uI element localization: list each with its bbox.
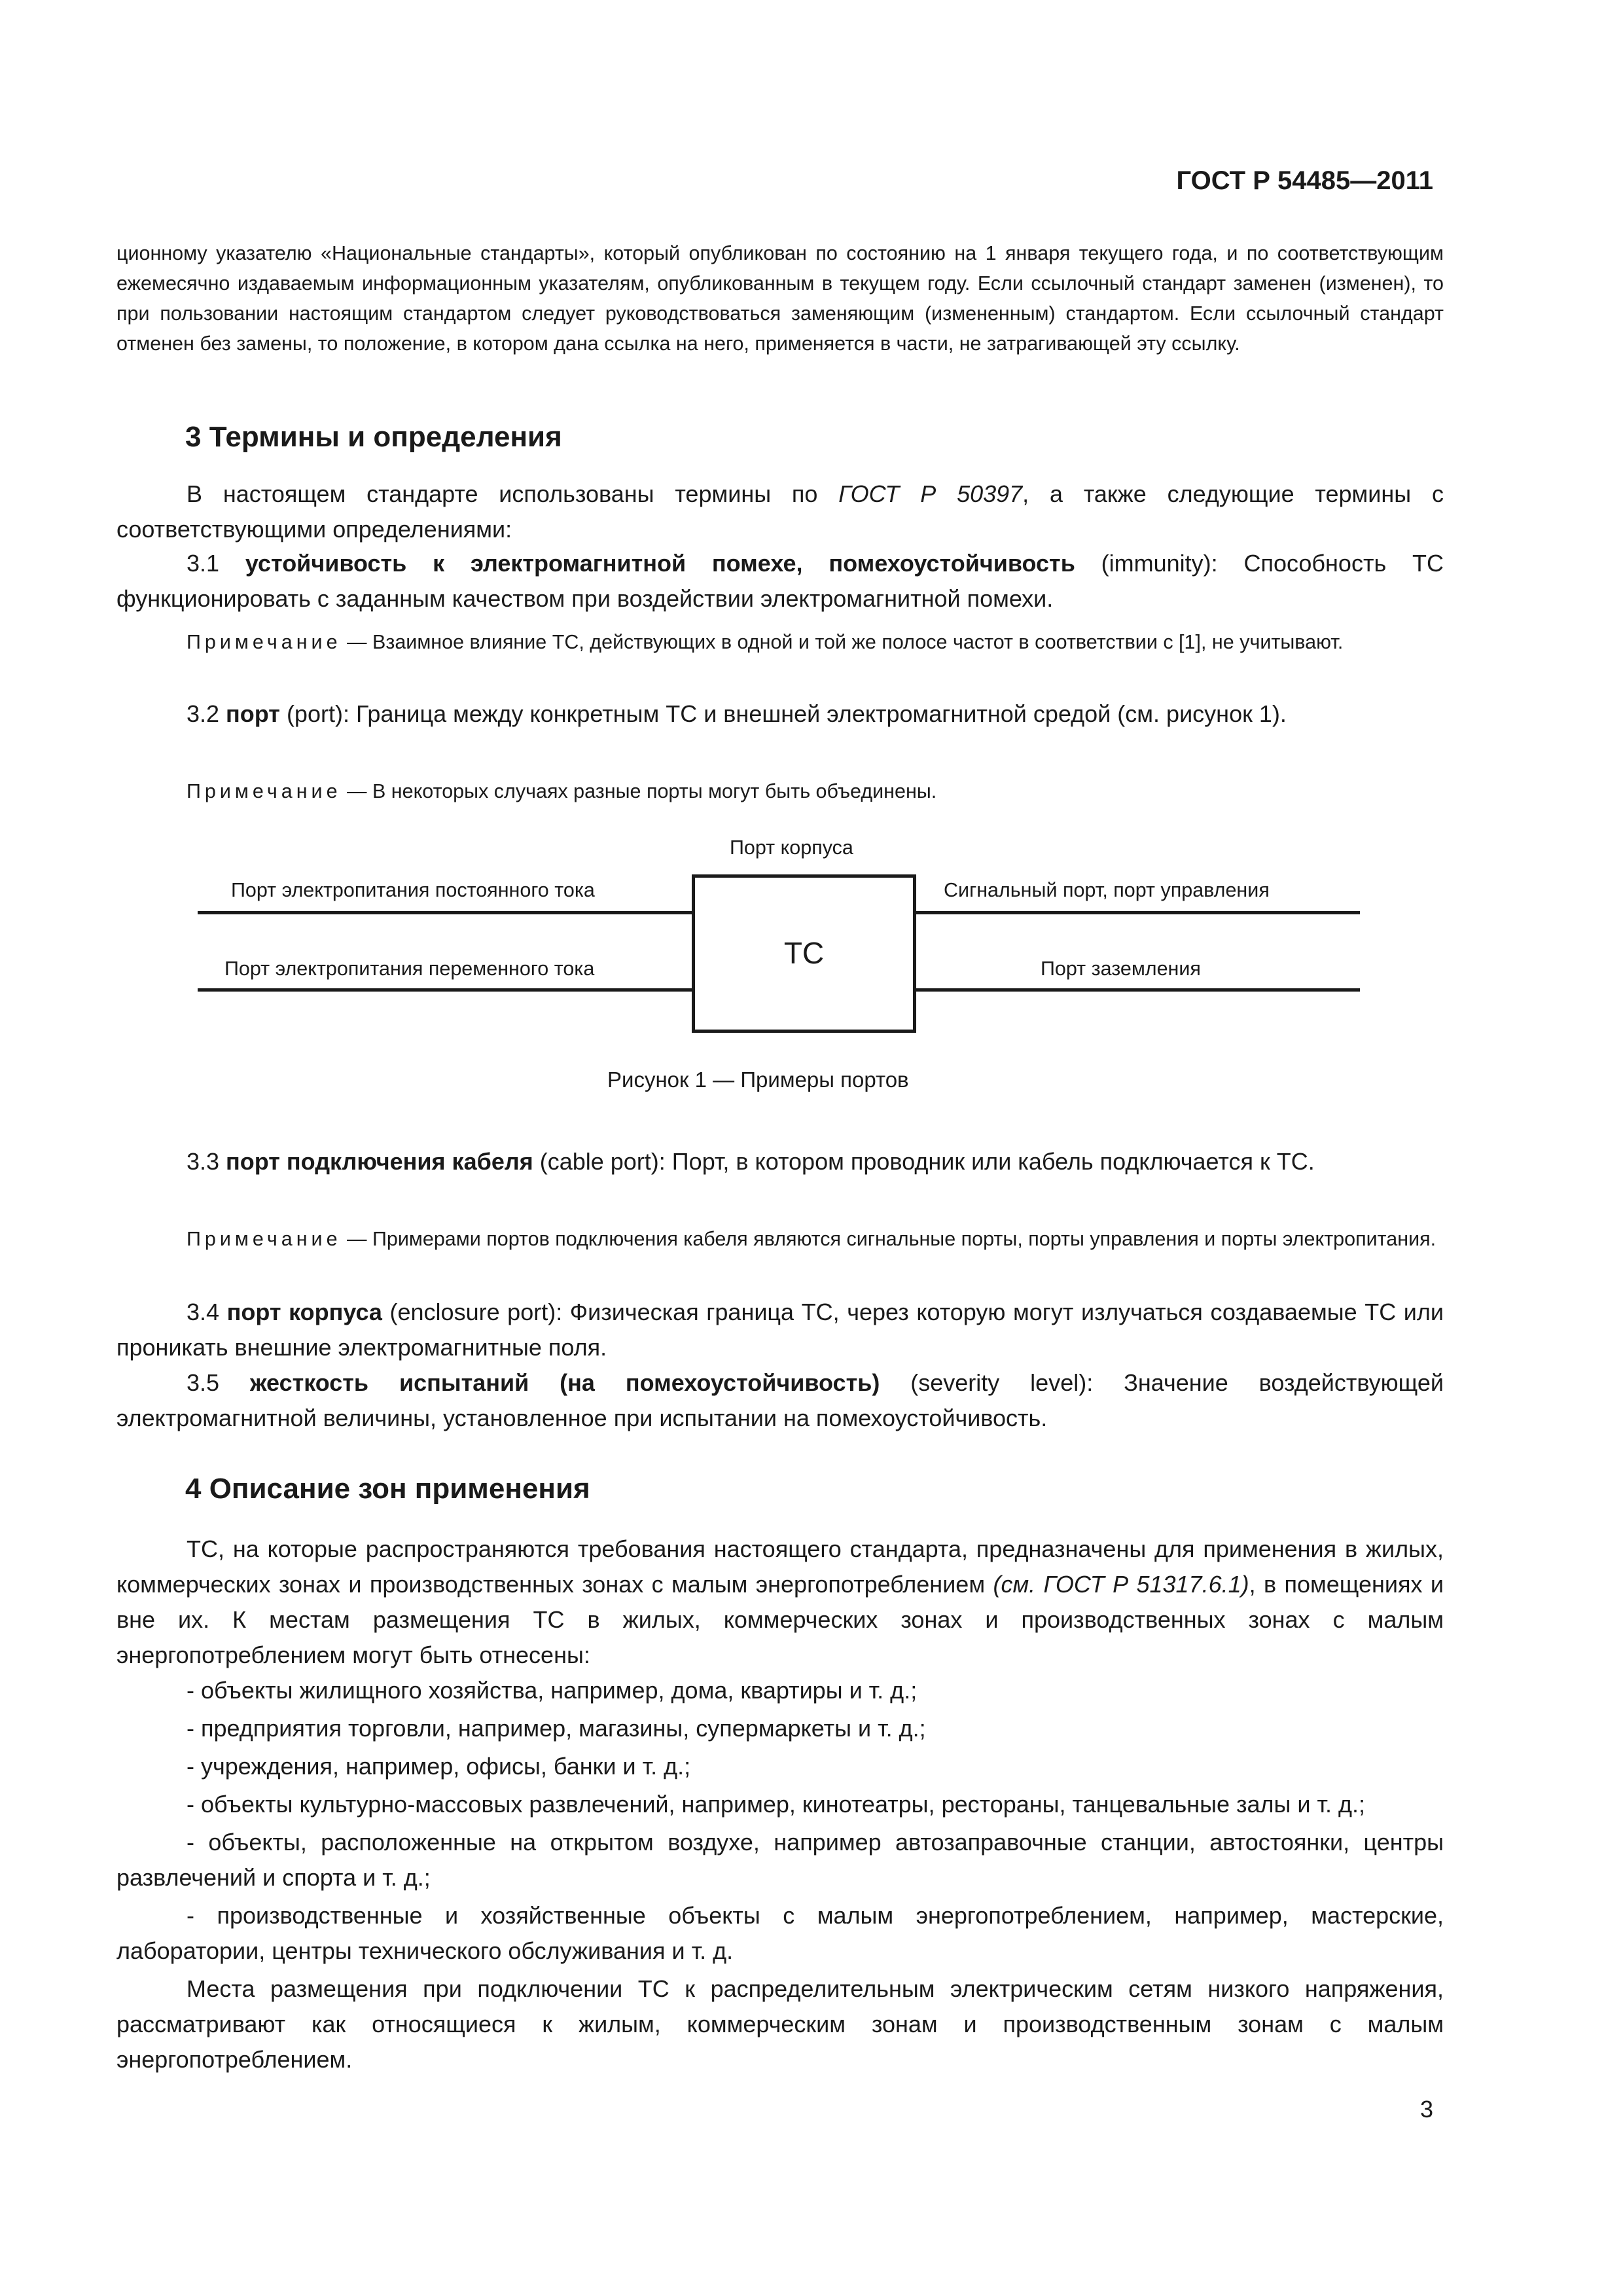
list-item: - предприятия торговли, например, магазины, супермаркеты и т. д.; [187,1715,926,1742]
section-3-intro: В настоящем стандарте использованы термины по ГОСТ Р 50397, а также следующие термины с соответствующими определениями: [116,480,1444,543]
term-3-5: 3.5 жесткость испытаний (на помехоустойчивость) (severity level): Значение воздействующей электромагнитной величины, установленное при испытании на помехоустойчивость. [116,1369,1444,1431]
label-signal-port: Сигнальный порт, порт управления [944,879,1270,901]
list-item: - объекты, расположенные на открытом воздухе, например автозаправочные станции, автостоянки, центры развлечений и спорта и т. д.; [116,1829,1444,1891]
section-4-heading: 4 Описание зон применения [185,1473,590,1505]
term-3-3-title: порт подключения кабеля [226,1148,533,1175]
section-4-paragraph-1: ТС, на которые распространяются требования настоящего стандарта, предназначены для применения в жилых, коммерческих зонах и производственных зонах с малым энергопотреблением (см. ГОСТ Р 51317.6.1), в помещениях и вне их. К местам размещения ТС в жилых, коммерческих зонах и производственных зонах с малым энергопотреблением могут быть отнесены: [116,1535,1444,1668]
list-item: - производственные и хозяйственные объекты с малым энергопотреблением, например, мастерские, лаборатории, центры технического обслуживания и т. д. [116,1902,1444,1964]
page-number: 3 [1419,2096,1433,2123]
reference-gost-50397: ГОСТ Р 50397 [838,480,1023,507]
term-3-4: 3.4 порт корпуса (enclosure port): Физическая граница ТС, через которую могут излучаться создаваемые ТС или проникать внешние электромагнитные поля. [116,1299,1444,1361]
application-list [116,1673,1444,2077]
label-dc-power-port: Порт электропитания постоянного тока [231,879,595,901]
label-ground-port: Порт заземления [1041,958,1201,980]
line-ac-power [198,988,692,992]
document-code: ГОСТ Р 54485—2011 [1176,166,1433,195]
term-3-2-title: порт [226,700,280,727]
note-label: Примечание [187,1228,342,1250]
note-3-1: Примечание — Взаимное влияние ТС, действующих в одной и той же полосе частот в соответствии с [1], не учитывают. [187,631,1344,653]
list-item: - учреждения, например, офисы, банки и т. д.; [187,1753,691,1780]
term-3-1: 3.1 устойчивость к электромагнитной помехе, помехоустойчивость (immunity): Способность ТС функционировать с заданным качеством при воздействии электромагнитной помехи. [116,550,1444,612]
term-3-2: 3.2 порт (port): Граница между конкретным ТС и внешней электромагнитной средой (см. рисунок 1). [187,700,1287,727]
note-label: Примечание [187,780,342,802]
term-3-3: 3.3 порт подключения кабеля (cable port): Порт, в котором проводник или кабель подключается к ТС. [187,1148,1315,1175]
note-3-3: Примечание — Примерами портов подключения кабеля являются сигнальные порты, порты управления и порты электропитания. [187,1228,1436,1250]
note-label: Примечание [187,631,342,653]
section-4-closing-paragraph: Места размещения при подключении ТС к распределительным электрическим сетям низкого напряжения, рассматривают как относящиеся к жилым, коммерческим зонам и производственным зонам с малым энергопотреблением. [116,1975,1444,2073]
term-3-4-title: порт корпуса [226,1299,382,1325]
list-item: - объекты жилищного хозяйства, например, дома, квартиры и т. д.; [187,1677,918,1704]
figure-caption: Рисунок 1 — Примеры портов [607,1067,909,1092]
equipment-box [692,874,916,1033]
term-3-1-title: устойчивость к электромагнитной помехе, помехоустойчивость [245,550,1075,577]
line-dc-power [198,911,692,914]
section-3-heading: 3 Термины и определения [185,421,562,453]
reference-gost-51317: (см. ГОСТ Р 51317.6.1) [993,1571,1249,1598]
line-signal [913,911,1360,914]
equipment-label: ТС [783,936,825,970]
line-ground [913,988,1360,992]
note-3-2: Примечание — В некоторых случаях разные порты могут быть объединены. [187,780,937,802]
intro-paragraph: ционному указателю «Национальные стандарты», который опубликован по состоянию на 1 января текущего года, и по соответствующим ежемесячно издаваемым информационным указателям, опубликованным в текущем году. Если ссылочный стандарт заменен (изменен), то при пользовании настоящим стандартом следует руководствоваться заменяющим (измененным) стандартом. Если ссылочный стандарт отменен без замены, то положение, в котором дана ссылка на него, применяется в части, не затрагивающей эту ссылку. [116,242,1444,355]
label-ac-power-port: Порт электропитания переменного тока [224,958,595,980]
list-item: - объекты культурно-массовых развлечений, например, кинотеатры, рестораны, танцевальные залы и т. д.; [187,1791,1366,1818]
term-3-5-title: жесткость испытаний (на помехоустойчивость) [249,1369,880,1396]
label-enclosure-port: Порт корпуса [730,836,853,859]
